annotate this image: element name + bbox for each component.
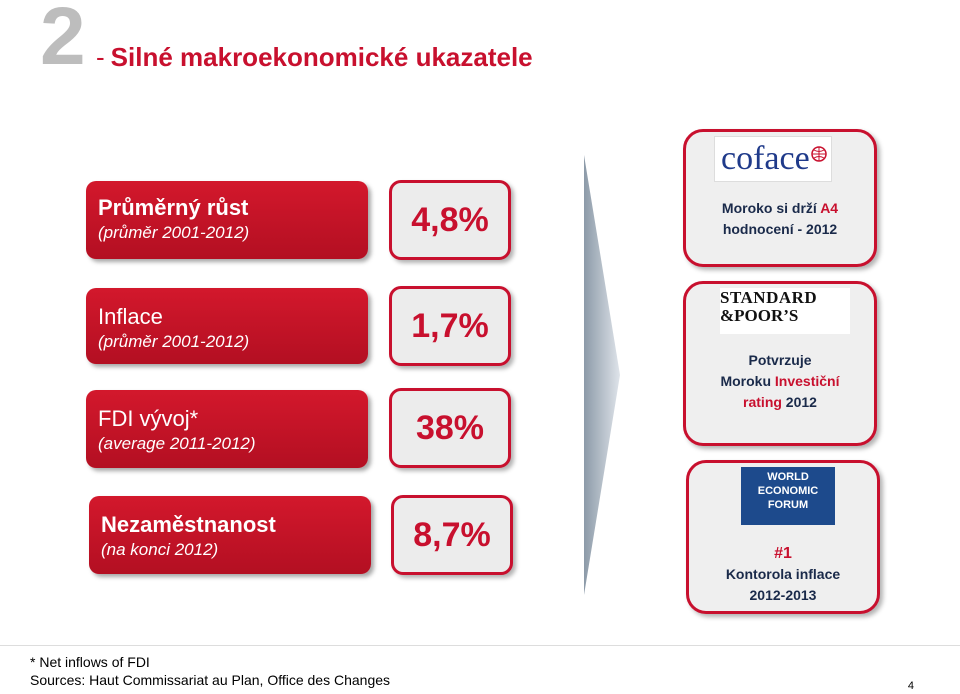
- indicator-sub: (average 2011-2012): [98, 434, 256, 453]
- rating-highlight: Investiční: [774, 373, 840, 389]
- indicator-value-growth: 4,8%: [389, 180, 511, 260]
- coface-wordmark: coface: [721, 140, 810, 177]
- globe-icon: [811, 145, 827, 163]
- indicator-label: Průměrný růst: [98, 195, 249, 220]
- rating-text: Kontorola inflace: [725, 566, 841, 582]
- sources: Sources: Haut Commissariat au Plan, Office des Changes: [30, 672, 391, 688]
- section-number: 2: [40, 0, 83, 82]
- rating-text: Potvrzuje: [748, 352, 812, 368]
- indicator-value-inflation: 1,7%: [389, 286, 511, 366]
- wef-logo-line: FORUM: [767, 499, 809, 511]
- wef-logo-line: WORLD: [767, 471, 809, 483]
- indicator-sub: (průměr 2001-2012): [98, 223, 250, 242]
- indicator-label-inflation: [86, 288, 368, 364]
- footnote: * Net inflows of FDI: [30, 654, 150, 670]
- indicator-label-growth: [86, 181, 368, 259]
- indicator-label-fdi: [86, 390, 368, 468]
- page-title: [96, 42, 533, 73]
- rating-highlight: rating: [743, 394, 782, 410]
- indicator-sub: (na konci 2012): [101, 540, 219, 559]
- rating-text: [686, 371, 874, 392]
- rating-text: [686, 198, 874, 219]
- rating-text: hodnocení - 2012: [722, 221, 838, 237]
- indicator-sub: (průměr 2001-2012): [98, 332, 250, 351]
- indicator-label-unemployment: [89, 496, 371, 574]
- indicator-label: Nezaměstnanost: [101, 512, 276, 537]
- footer-divider: [0, 645, 960, 646]
- wef-logo: [741, 467, 835, 525]
- rating-line: Moroko si drží: [721, 200, 821, 216]
- rating-line: Moroku: [720, 373, 775, 389]
- sp-logo: [720, 288, 850, 334]
- indicator-label: Inflace: [98, 304, 163, 329]
- wef-logo-line: ECONOMIC: [757, 485, 819, 497]
- indicator-value-unemployment: 8,7%: [391, 495, 513, 575]
- page-number: 4: [907, 680, 914, 692]
- indicator-label: FDI vývoj*: [98, 406, 199, 431]
- title-dash: -: [96, 42, 105, 72]
- coface-logo: [714, 136, 832, 182]
- rating-text: [686, 392, 874, 413]
- rating-grade: A4: [820, 200, 839, 216]
- sp-logo-line: &POOR’S: [720, 306, 799, 325]
- rating-text: 2012-2013: [749, 587, 817, 603]
- rating-rank: #1: [774, 545, 792, 562]
- sp-logo-line: STANDARD: [720, 288, 818, 307]
- indicator-value-fdi: 38%: [389, 388, 511, 468]
- title-text: Silné makroekonomické ukazatele: [110, 42, 533, 72]
- rating-line: 2012: [781, 394, 817, 410]
- chevron-arrow-icon: [580, 155, 624, 595]
